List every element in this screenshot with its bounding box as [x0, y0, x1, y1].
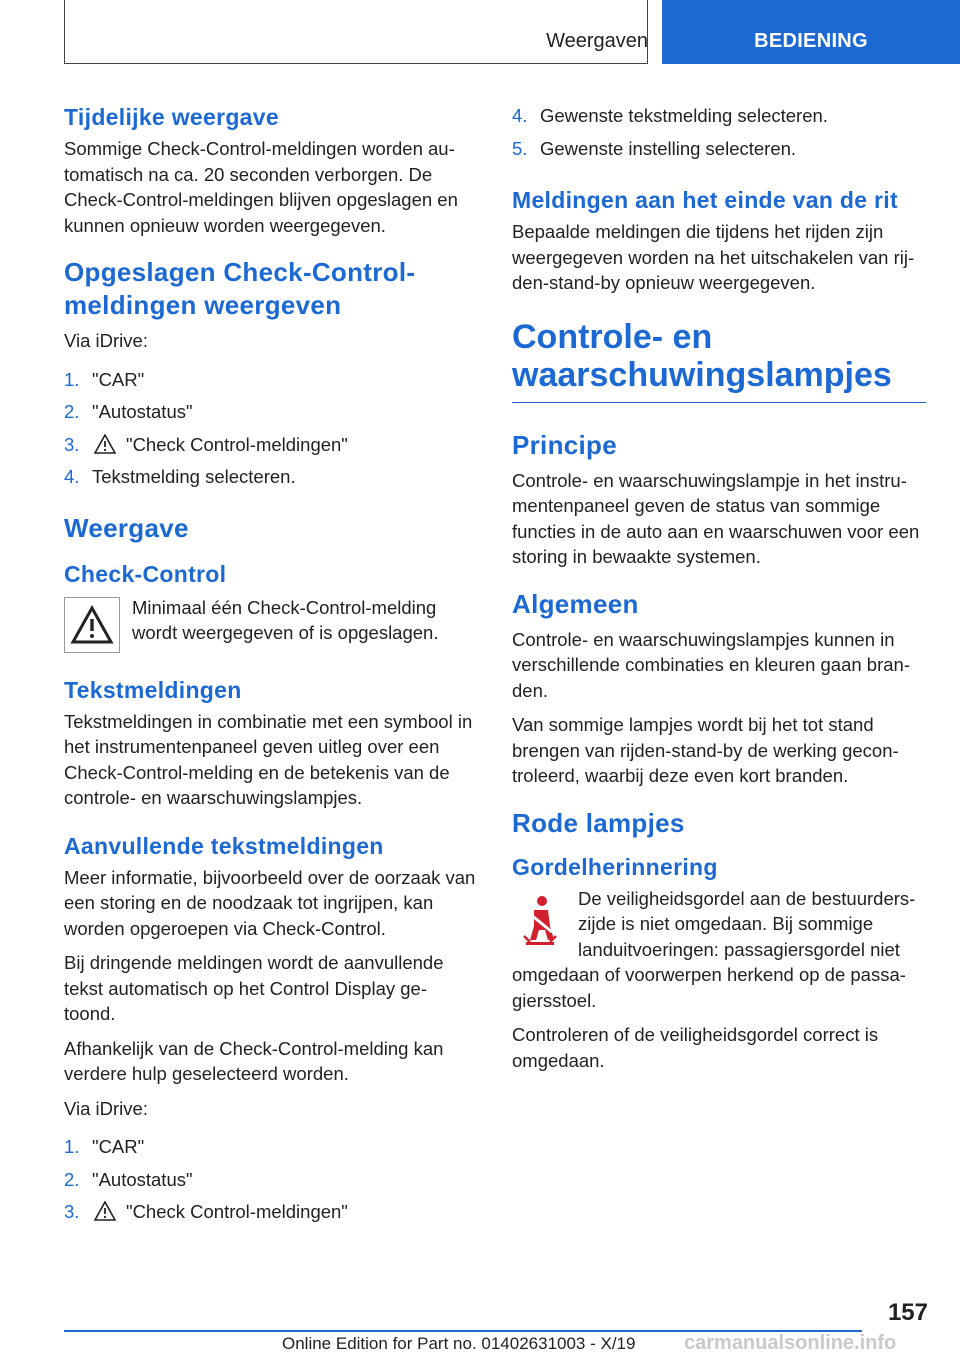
- heading-aanvullende: Aanvullende tekstmeldingen: [64, 832, 384, 859]
- step-number: 3.: [64, 433, 80, 455]
- via-idrive-1: Via iDrive:: [64, 330, 148, 351]
- list-item: [64, 364, 478, 397]
- right-column: [512, 102, 926, 1082]
- warning-triangle-icon: [94, 434, 116, 454]
- step-text: "Autostatus": [92, 401, 193, 422]
- list-item: [64, 461, 478, 494]
- para-algemeen-2: Van sommige lampjes wordt bij het tot stand brengen van rijden-stand-by de werking gecon-troleerd, waarbij deze even kort branden.: [512, 714, 899, 786]
- heading-tekstmeldingen: Tekstmeldingen: [64, 676, 242, 703]
- step-number: 2.: [64, 401, 80, 422]
- step-number: 3.: [64, 1201, 80, 1222]
- para-gordel-2: Controleren of de veiligheidsgordel correct is omgedaan.: [512, 1024, 879, 1071]
- warning-triangle-icon: [64, 597, 120, 653]
- list-item: [64, 1164, 478, 1197]
- step-number: 5.: [512, 137, 528, 159]
- step-text: Tekstmelding selecteren.: [92, 466, 296, 487]
- para-gordel-line-b: zijde is niet omgedaan. Bij sommige: [578, 913, 874, 934]
- heading-meldingen-einde-rit: Meldingen aan het einde van de rit: [512, 187, 898, 213]
- warning-triangle-icon: [94, 1201, 116, 1221]
- para-aanvullende-1: Meer informatie, bijvoorbeeld over de oorzaak van een storing en de noodzaak tot ingrijpen, kan worden opgeroepen via Check-Control.: [64, 866, 476, 939]
- heading-check-control: Check-Control: [64, 560, 227, 587]
- para-gordel-line-a: De veiligheidsgordel aan de bestuurders-: [578, 887, 916, 909]
- heading-tijdelijke-weergave: Tijdelijke weergave: [64, 104, 279, 130]
- para-aanvullende-2: Bij dringende meldingen wordt de aanvullende tekst automatisch op het Control Display ge-toond.: [64, 952, 444, 1024]
- heading-rode-lampjes: Rode lampjes: [512, 807, 685, 838]
- left-column: [64, 102, 478, 1243]
- para-check-control: Minimaal één Check-Control-melding wordt weergegeven of is opgeslagen.: [132, 596, 439, 643]
- step-text: "Autostatus": [92, 1168, 193, 1190]
- list-item: [64, 1196, 478, 1229]
- para-gordel-line-c: landuitvoeringen: passagiersgordel niet: [578, 938, 900, 960]
- via-idrive-2: Via iDrive:: [64, 1097, 148, 1119]
- para-tekstmeldingen: Tekstmeldingen in combinatie met een symbool in het instrumentenpaneel geven uitleg over een Check-Control-melding en de betekenis van de controle- en waarschuwingslampjes.: [64, 710, 473, 808]
- list-item: [512, 100, 926, 133]
- step-number: 2.: [64, 1168, 80, 1190]
- header-chapter-tab: [662, 0, 960, 64]
- step-number: 1.: [64, 1136, 80, 1157]
- para-aanvullende-3: Afhankelijk van de Check-Control-melding kan verdere hulp geselecteerd worden.: [64, 1037, 444, 1084]
- footer-edition: Online Edition for Part no. 01402631003 - X/19: [282, 1334, 636, 1353]
- footer-watermark: carmanualsonline.info: [684, 1332, 897, 1354]
- header-section-title: Weergaven: [546, 30, 648, 52]
- step-text: "CAR": [92, 1136, 145, 1157]
- seatbelt-warning-icon: [512, 892, 568, 948]
- step-text: Gewenste instelling selecteren.: [540, 137, 797, 159]
- heading-principe: Principe: [512, 429, 617, 460]
- page-number: 157: [887, 1299, 928, 1326]
- steps-list-2: [64, 1131, 478, 1229]
- heading-algemeen: Algemeen: [512, 588, 639, 619]
- gordel-block: [512, 886, 926, 1014]
- step-number: 4.: [512, 105, 528, 126]
- step-number: 4.: [64, 466, 80, 487]
- list-item: [512, 133, 926, 166]
- heading-controle-waarschuwingslampjes: Controle- en waarschuwingslampjes: [512, 318, 926, 403]
- list-item: [64, 429, 478, 462]
- list-item: [64, 396, 478, 429]
- list-item: [64, 1131, 478, 1164]
- steps-list-1: [64, 364, 478, 494]
- header-chapter-label: BEDIENING: [754, 29, 868, 52]
- heading-weergave: Weergave: [64, 512, 189, 543]
- para-meldingen-einde-rit: Bepaalde meldingen die tijdens het rijden zijn weergegeven worden na het uitschakelen van rij-den-stand-by opnieuw weergegeven.: [512, 221, 915, 293]
- para-tijdelijke-weergave: Sommige Check-Control-meldingen worden au-tomatisch na ca. 20 seconden verborgen. De Check-Control-meldingen blijven opgeslagen en kunnen opnieuw worden weergegeven.: [64, 138, 458, 236]
- para-principe: Controle- en waarschuwingslampje in het instru-mentenpaneel geven de status van sommige functies in de auto aan en waarschuwen voor een storing in bewaakte systemen.: [512, 469, 920, 567]
- para-algemeen-1: Controle- en waarschuwingslampjes kunnen in verschillende combinaties en kleuren gaan bran-den.: [512, 628, 910, 701]
- check-control-block: [64, 595, 478, 653]
- heading-opgeslagen: Opgeslagen Check-Control-meldingen weergeven: [64, 257, 416, 320]
- step-number: 1.: [64, 368, 80, 390]
- step-text: Gewenste tekstmelding selecteren.: [540, 105, 828, 126]
- step-text: "CAR": [92, 368, 145, 390]
- para-gordel-line-d: omgedaan of voorwerpen herkend op de passa-giersstoel.: [512, 964, 906, 1011]
- step-text: "Check Control-meldingen": [126, 433, 348, 455]
- step-text: "Check Control-meldingen": [126, 1201, 348, 1222]
- steps-list-3: [512, 100, 926, 165]
- heading-gordelherinnering: Gordelherinnering: [512, 853, 718, 880]
